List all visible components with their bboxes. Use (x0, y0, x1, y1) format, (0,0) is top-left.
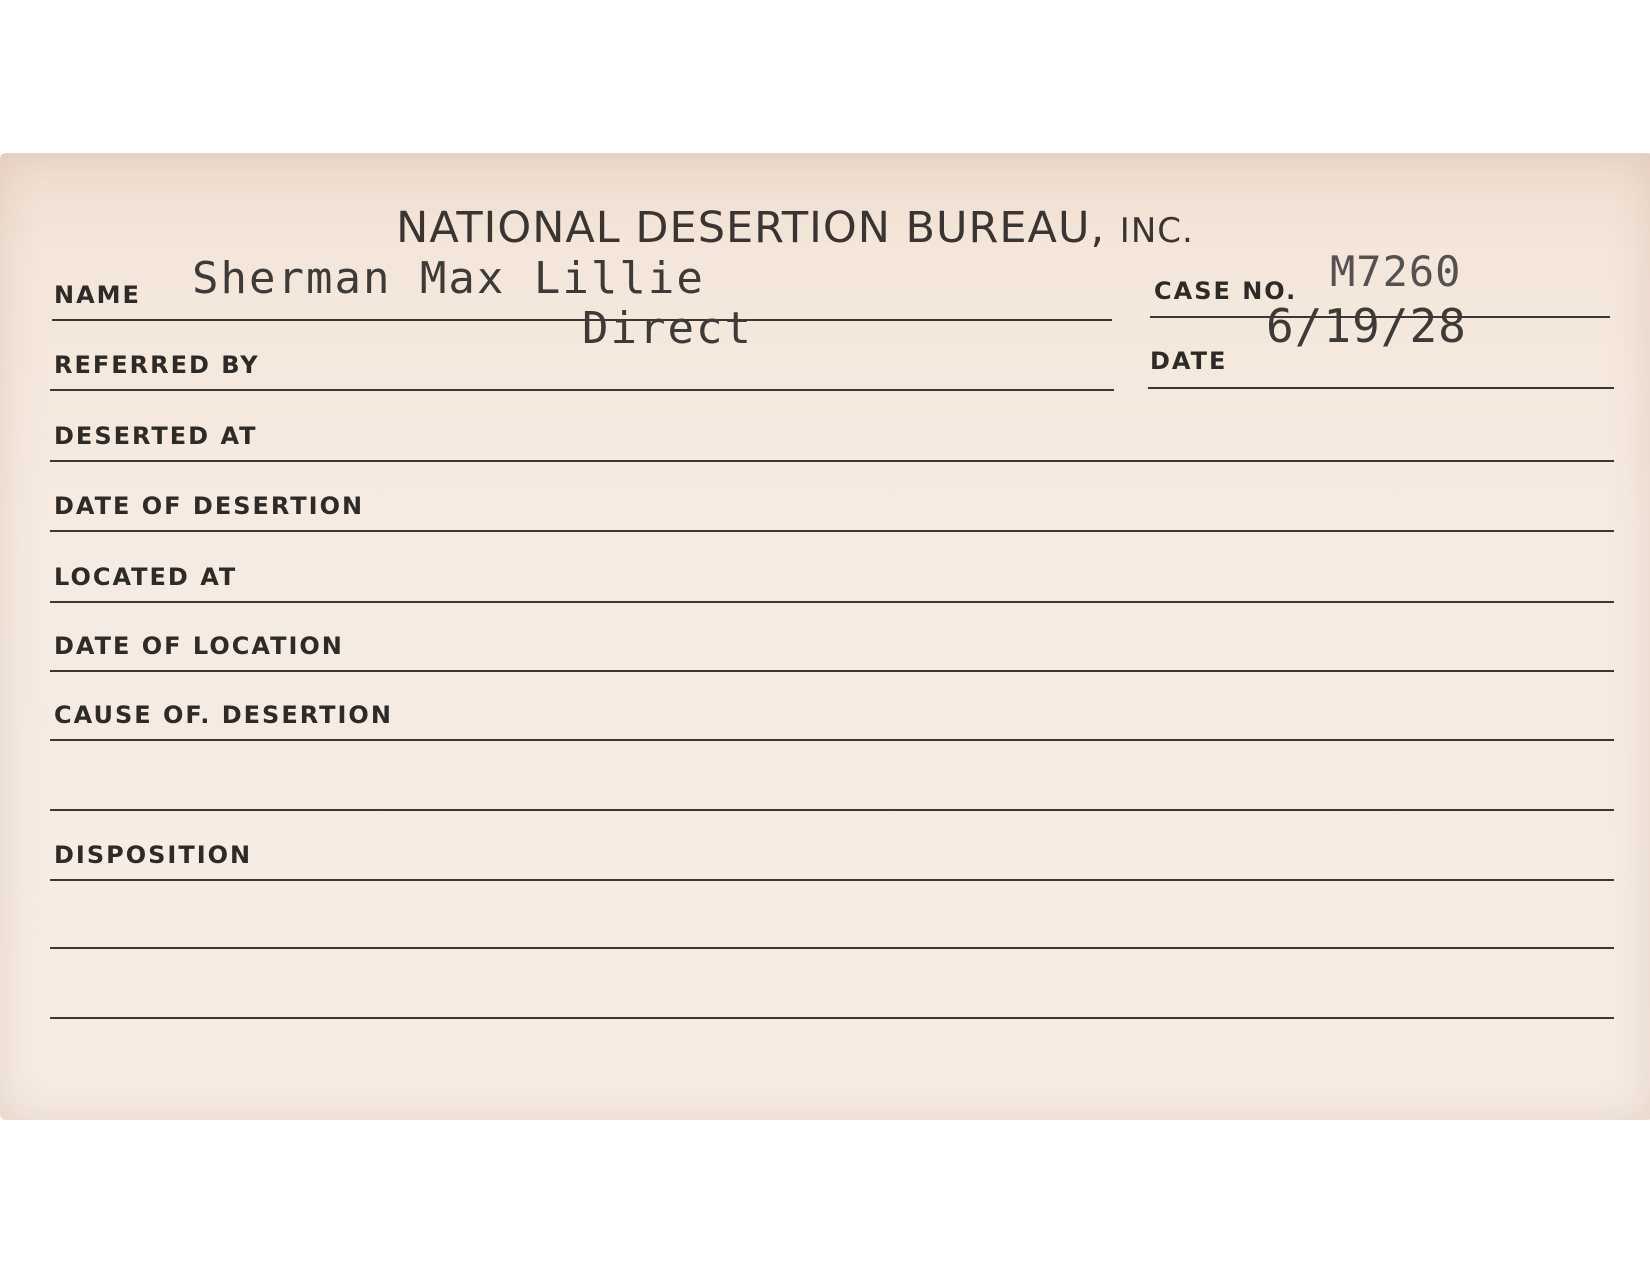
disposition-rule-3 (50, 1017, 1614, 1019)
case-no-label: CASE NO. (1154, 277, 1298, 305)
name-value: Sherman Max Lillie (192, 253, 705, 304)
disposition-label: DISPOSITION (54, 841, 253, 869)
referred-by-label: REFERRED BY (54, 351, 260, 379)
date-of-desertion-label: DATE OF DESERTION (54, 492, 365, 520)
card-title (0, 203, 1590, 253)
cause-of-desertion-rule (50, 739, 1614, 741)
date-of-desertion-rule (50, 530, 1614, 532)
card-title-main: NATIONAL DESERTION BUREAU, (396, 203, 1106, 253)
date-of-location-label: DATE OF LOCATION (54, 632, 344, 660)
index-card (0, 153, 1650, 1120)
referred-by-value: Direct (582, 303, 753, 354)
case-no-value: M7260 (1330, 247, 1462, 296)
disposition-rule-2 (50, 947, 1614, 949)
name-label: NAME (54, 281, 141, 309)
disposition-rule (50, 879, 1614, 881)
date-value: 6/19/28 (1266, 299, 1467, 353)
located-at-label: LOCATED AT (54, 563, 238, 591)
referred-by-rule (50, 389, 1114, 391)
deserted-at-rule (50, 460, 1614, 462)
date-of-location-rule (50, 670, 1614, 672)
located-at-rule (50, 601, 1614, 603)
deserted-at-label: DESERTED AT (54, 422, 258, 450)
cause-of-desertion-label: CAUSE OF. DESERTION (54, 701, 393, 729)
date-label: DATE (1150, 347, 1228, 375)
card-title-suffix: INC. (1119, 211, 1194, 251)
date-rule (1148, 387, 1614, 389)
cause-of-desertion-rule-2 (50, 809, 1614, 811)
